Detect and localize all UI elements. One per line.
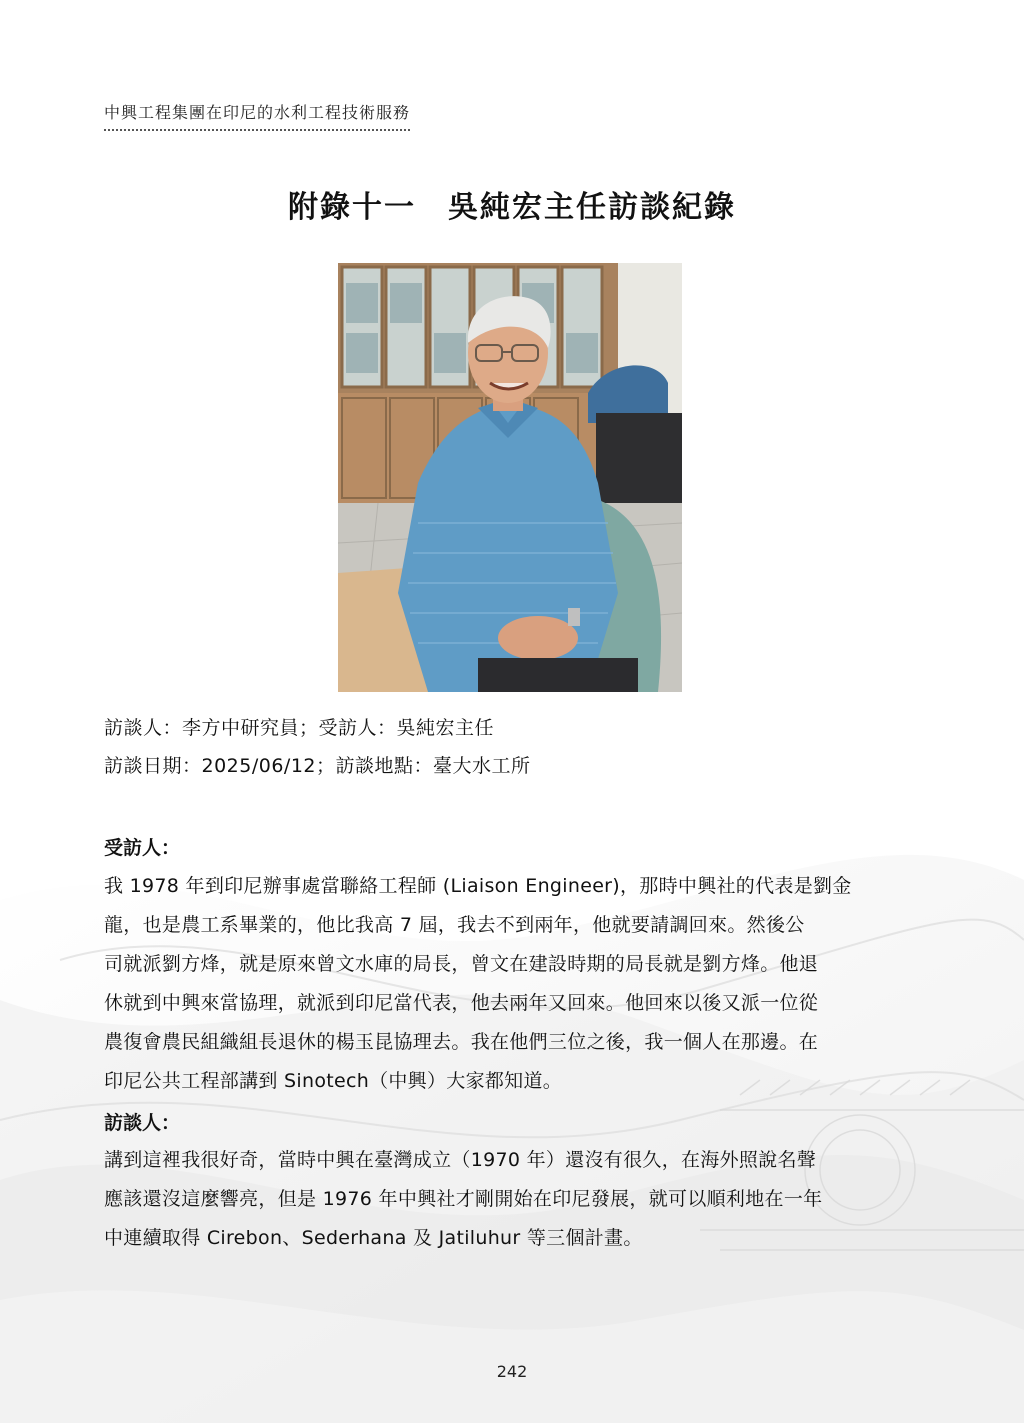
interviewer-paragraph <box>104 1141 916 1258</box>
paragraph-line: 我 1978 年到印尼辦事處當聯絡工程師 (Liaison Engineer)，那時中興社的代表是劉金 <box>104 875 852 897</box>
page-title: 附錄十一 吳純宏主任訪談紀錄 <box>288 190 736 225</box>
speaker-label-interviewer: 訪談人： <box>104 1112 181 1134</box>
interviewee-photo <box>338 263 682 692</box>
speaker-label-interviewee: 受訪人： <box>104 837 181 859</box>
interviewee-paragraph <box>104 867 916 1101</box>
paragraph-line: 龍，也是農工系畢業的，他比我高 7 屆，我去不到兩年，他就要請調回來。然後公 <box>104 914 805 936</box>
paragraph-line: 講到這裡我很好奇，當時中興在臺灣成立（1970 年）還沒有很久，在海外照說名聲 <box>104 1149 817 1171</box>
paragraph-line: 印尼公共工程部講到 Sinotech（中興）大家都知道。 <box>104 1070 563 1092</box>
paragraph-line: 農復會農民組織組長退休的楊玉昆協理去。我在他們三位之後，我一個人在那邊。在 <box>104 1031 819 1053</box>
paragraph-line: 司就派劉方烽，就是原來曾文水庫的局長，曾文在建設時期的局長就是劉方烽。他退 <box>104 953 819 975</box>
paragraph-line: 中連續取得 Cirebon、Sederhana 及 Jatiluhur 等三個計畫。 <box>104 1227 643 1249</box>
paragraph-line: 休就到中興來當協理，就派到印尼當代表，他去兩年又回來。他回來以後又派一位從 <box>104 992 819 1014</box>
interview-participants: 訪談人：李方中研究員；受訪人：吳純宏主任 <box>104 717 495 739</box>
paragraph-line: 應該還沒這麼響亮，但是 1976 年中興社才剛開始在印尼發展，就可以順利地在一年 <box>104 1188 823 1210</box>
interview-date-location: 訪談日期：2025/06/12；訪談地點：臺大水工所 <box>104 755 531 777</box>
running-header: 中興工程集團在印尼的水利工程技術服務 <box>104 100 410 131</box>
page-number: 242 <box>496 1362 528 1381</box>
